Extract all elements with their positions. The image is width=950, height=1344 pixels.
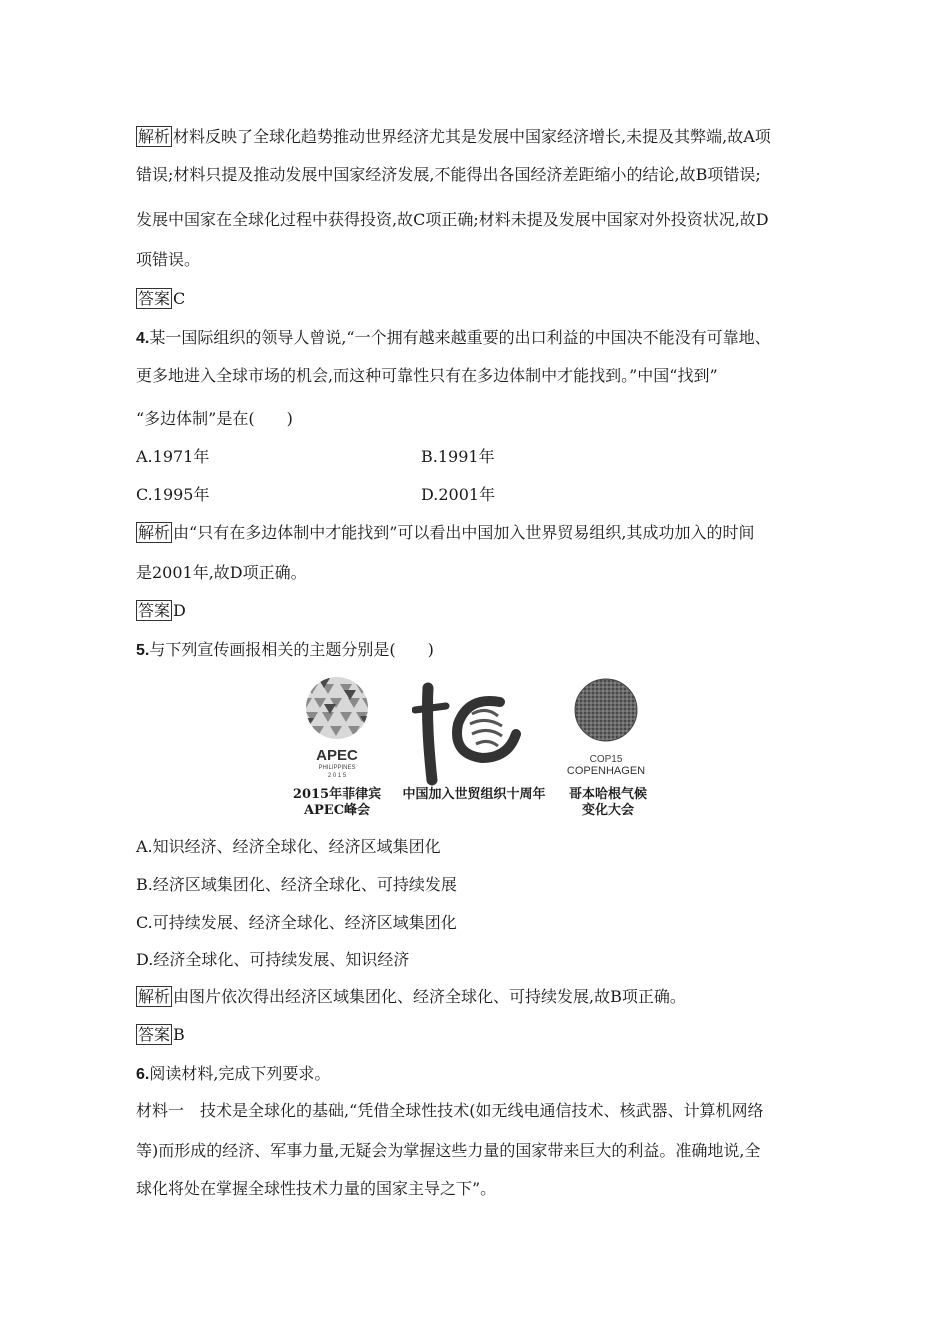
apec-logo-text: APEC [316, 747, 358, 764]
apec-logo-image [300, 676, 374, 786]
q5-option-c: C.可持续发展、经济全球化、经济区域集团化 [136, 913, 457, 932]
q4-options-row-1 [136, 446, 495, 468]
q6-material-line-3: 球化将处在掌握全球性技术力量的国家主导之下”。 [136, 1179, 497, 1198]
cop15-logo-text2: COPENHAGEN [566, 765, 646, 777]
q3-answer: 答案 C [138, 289, 186, 308]
q4-stem-line-3: “多边体制”是在( ) [136, 409, 293, 428]
q5-answer: 答案 B [138, 1025, 185, 1044]
wto-logo-text: 10 [412, 676, 414, 677]
q5-option-b: B.经济区域集团化、经济全球化、可持续发展 [136, 875, 457, 894]
apec-logo-sub2: 2 0 1 5 [327, 773, 347, 779]
q4-option-d: D.2001年 [421, 485, 496, 504]
q4-option-c: C.1995年 [136, 485, 210, 504]
cop15-caption: 哥本哈根气候 变化大会 [568, 787, 647, 818]
q4-option-b: B.1991年 [421, 447, 495, 466]
analysis-tag: 解析 [138, 987, 171, 1006]
q4-answer: 答案 D [138, 601, 186, 620]
q6-material-line-1: 材料一 技术是全球化的基础,“凭借全球性技术(如无线电通信技术、核武器、计算机网络 [136, 1101, 764, 1120]
q4-analysis-line-2: 是2001年,故D项正确。 [136, 563, 307, 582]
cop15-logo-image [560, 676, 660, 786]
q4-analysis-line-1: 解析 由“只有在多边体制中才能找到”可以看出中国加入世界贸易组织,其成功加入的时间 [138, 523, 755, 542]
answer-tag: 答案 [138, 1025, 171, 1044]
q3-analysis-line-4: 项错误。 [136, 250, 201, 269]
apec-caption: 2015年菲律宾 APEC峰会 [292, 787, 382, 818]
analysis-tag: 解析 [138, 127, 171, 146]
cop15-logo-text1: COP15 [589, 754, 623, 765]
q5-analysis: 解析 由图片依次得出经济区域集团化、经济全球化、可持续发展,故B项正确。 [138, 987, 686, 1006]
q5-option-a: A.知识经济、经济全球化、经济区域集团化 [136, 837, 441, 856]
q4-option-a: A.1971年 [136, 447, 210, 466]
q5-stem: 5.与下列宣传画报相关的主题分别是( ) [136, 640, 434, 659]
answer-tag: 答案 [138, 289, 171, 308]
wto-caption: 中国加入世贸组织十周年 [402, 787, 546, 802]
question-number: 4. [136, 330, 150, 347]
answer-tag: 答案 [138, 601, 171, 620]
q6-stem: 6.阅读材料,完成下列要求。 [136, 1064, 331, 1083]
analysis-tag: 解析 [138, 523, 171, 542]
q5-option-d: D.经济全球化、可持续发展、知识经济 [136, 950, 410, 969]
question-number: 5. [136, 642, 150, 659]
question-number: 6. [136, 1066, 150, 1083]
q6-material-line-2: 等)而形成的经济、军事力量,无疑会为掌握这些力量的国家带来巨大的利益。准确地说,全 [136, 1141, 761, 1160]
wto-10-logo-image [412, 676, 530, 786]
q4-stem-line-1: 4.某一国际组织的领导人曾说,“一个拥有越来越重要的出口利益的中国决不能没有可靠地、 [136, 328, 771, 347]
apec-logo-sub1: PHILIPPINES [318, 765, 356, 771]
q3-analysis-line-1: 解析 材料反映了全球化趋势推动世界经济尤其是发展中国家经济增长,未提及其弊端,故A项 [138, 127, 771, 146]
q4-options-row-2 [136, 484, 496, 506]
q4-stem-line-2: 更多地进入全球市场的机会,而这种可靠性只有在多边体制中才能找到。”中国“找到” [136, 366, 718, 385]
q3-analysis-line-2: 错误;材料只提及推动发展中国家经济发展,不能得出各国经济差距缩小的结论,故B项错误; [136, 165, 761, 184]
q3-analysis-line-3: 发展中国家在全球化过程中获得投资,故C项正确;材料未提及发展中国家对外投资状况,故D [136, 210, 769, 229]
